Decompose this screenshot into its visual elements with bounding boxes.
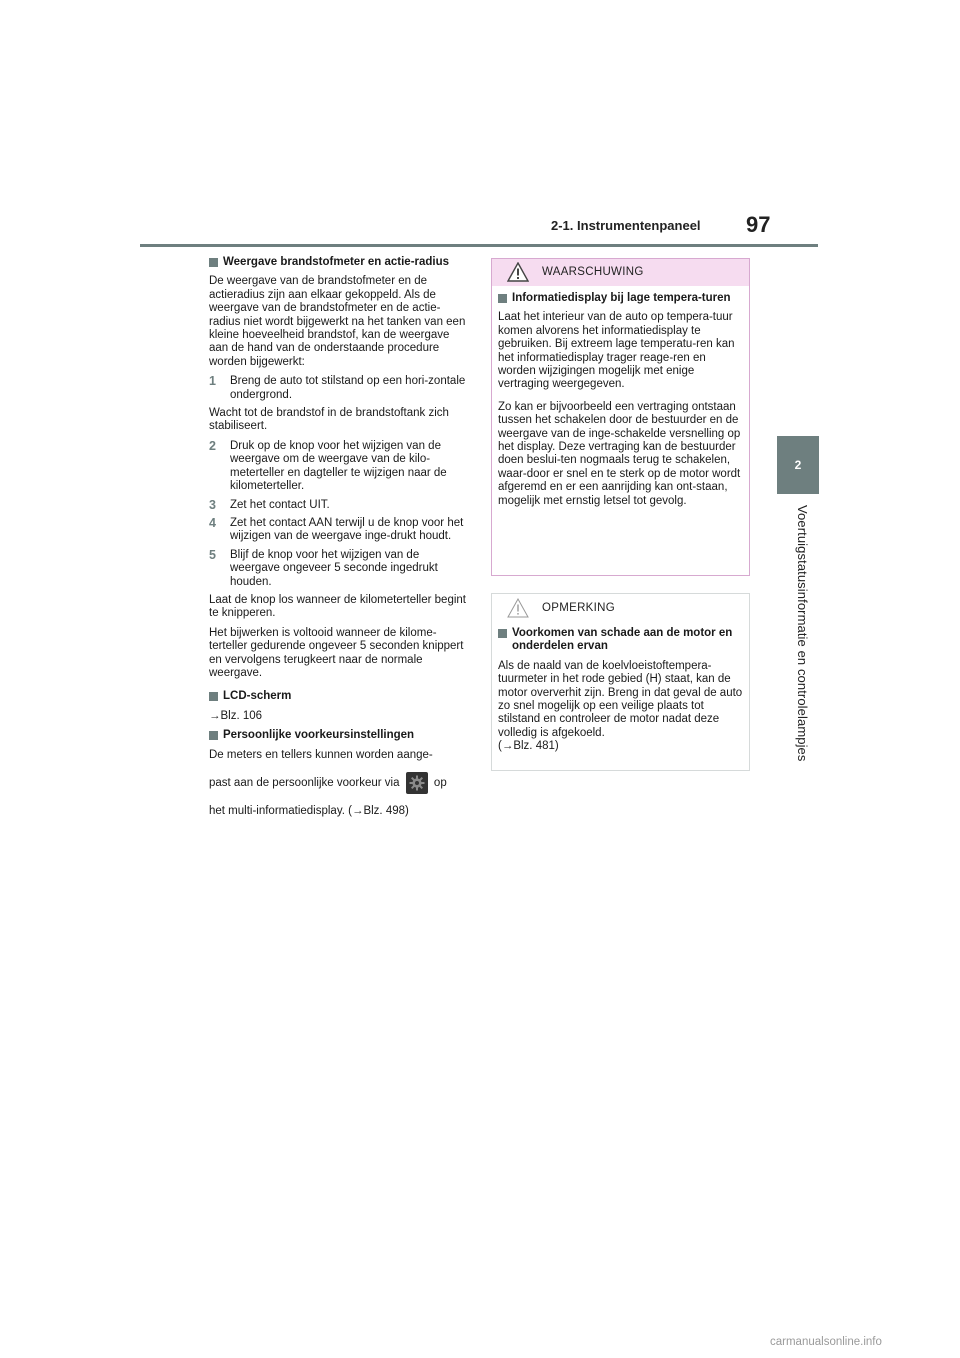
chapter-tab bbox=[777, 436, 819, 494]
step-text: Breng de auto tot stilstand op een hori-zontale ondergrond. bbox=[230, 375, 466, 401]
paragraph: Zo kan er bijvoorbeeld een vertraging ontstaan tussen het schakelen door de bestuurder en de weergave van de inge-schakelde versnelling op het display. Deze vertraging kan de bestuurder doen beslui-ten nogmaals terug te schakelen, waar-door er snel en te sterk op de motor wordt afgeremd en er een aanrijding kan ont-staan, mogelijk met ernstig letsel tot gevolg. bbox=[498, 400, 741, 507]
notice-header bbox=[492, 594, 749, 621]
chapter-number: 2 bbox=[794, 458, 802, 472]
preferences-heading bbox=[209, 729, 467, 742]
square-bullet-icon bbox=[209, 731, 218, 740]
step-5 bbox=[209, 549, 467, 589]
settings-gear-icon bbox=[406, 772, 428, 794]
watermark: carmanualsonline.info bbox=[770, 1336, 882, 1348]
square-bullet-icon bbox=[209, 258, 218, 267]
text-span: past aan de persoonlijke voorkeur via bbox=[209, 777, 400, 790]
notice-title: OPMERKING bbox=[542, 602, 615, 614]
warning-header bbox=[492, 259, 749, 286]
heading-text: Weergave brandstofmeter en actie-radius bbox=[223, 256, 450, 268]
step-number: 3 bbox=[209, 497, 216, 512]
step-number: 4 bbox=[209, 515, 216, 530]
text-span: op bbox=[433, 777, 447, 790]
caution-triangle-icon bbox=[507, 598, 529, 618]
paragraph: Laat de knop los wanneer de kilometerteller begint te knipperen. bbox=[209, 593, 466, 620]
step-text: Zet het contact AAN terwijl u de knop voor het wijzigen van de weergave inge-drukt houdt. bbox=[230, 516, 464, 543]
step-3 bbox=[209, 499, 467, 512]
notice-box bbox=[491, 593, 750, 771]
step-2 bbox=[209, 440, 467, 494]
step-number: 5 bbox=[209, 547, 216, 562]
step-4 bbox=[209, 517, 467, 544]
header-rule bbox=[140, 244, 818, 247]
step-text: Zet het contact UIT. bbox=[230, 498, 330, 511]
paragraph: het multi-informatiedisplay. (→Blz. 498) bbox=[209, 805, 409, 817]
notice-heading bbox=[498, 627, 743, 654]
step-number: 2 bbox=[209, 438, 216, 453]
paragraph-with-icon bbox=[209, 772, 467, 794]
warning-triangle-icon bbox=[507, 262, 529, 282]
chapter-title: Voertuigstatusinformatie en controlelampjes bbox=[795, 505, 810, 762]
fuel-gauge-heading bbox=[209, 256, 467, 269]
step-text: Druk op de knop voor het wijzigen van de weergave om de weergave van de kilo-meterteller en dagteller te wijzigen naar de kilometerteller. bbox=[230, 439, 447, 493]
warning-body bbox=[492, 286, 749, 508]
left-column bbox=[209, 256, 467, 824]
heading-text: Voorkomen van schade aan de motor en onderdelen ervan bbox=[512, 627, 733, 653]
page-number: 97 bbox=[746, 212, 771, 237]
paragraph: De weergave van de brandstofmeter en de actieradius zijn aan elkaar gekoppeld. Als de weergave van de brandstofmeter en de actie-radius niet wordt bijgewerkt na het tanken van een kleine hoeveelheid brandstof, kan de weergave aan de hand van de onderstaande procedure worden bijgewerkt: bbox=[209, 275, 466, 368]
section-title: 2-1. Instrumentenpaneel bbox=[551, 218, 701, 233]
step-1 bbox=[209, 375, 467, 402]
square-bullet-icon bbox=[498, 294, 507, 303]
paragraph-text: Als de naald van de koelvloeistoftempera-tuurmeter in het rode gebied (H) staat, kan de motor oververhit zijn. Breng in dat geval de auto zo snel mogelijk op een veilige plaats tot stilstand en controleer de motor nadat deze volledig is afgekoeld. bbox=[498, 659, 743, 739]
paragraph bbox=[498, 660, 743, 754]
square-bullet-icon bbox=[498, 629, 507, 638]
square-bullet-icon bbox=[209, 692, 218, 701]
warning-title: WAARSCHUWING bbox=[542, 266, 644, 278]
notice-body bbox=[492, 621, 749, 754]
paragraph: Laat het interieur van de auto op tempera-tuur komen alvorens het informatiedisplay te gebruiken. Bij extreem lage temperatu-ren kan het informatiedisplay trager reage-ren en worden wijzigingen mogelijk met enige vertraging weergegeven. bbox=[498, 311, 735, 391]
heading-text: Informatiedisplay bij lage tempera-turen bbox=[512, 292, 731, 304]
lcd-heading bbox=[209, 690, 467, 703]
heading-text: LCD-scherm bbox=[223, 690, 292, 703]
page-reference: →Blz. 106 bbox=[209, 709, 263, 722]
paragraph: De meters en tellers kunnen worden aange- bbox=[209, 748, 433, 761]
warning-heading bbox=[498, 292, 743, 305]
paragraph: Het bijwerken is voltooid wanneer de kilome-terteller gedurende ongeveer 5 seconden knippert en vervolgens terugkeert naar de normale weergave. bbox=[209, 626, 464, 679]
paragraph: Wacht tot de brandstof in de brandstoftank zich stabiliseert. bbox=[209, 407, 449, 433]
page-reference: (→Blz. 481) bbox=[498, 740, 559, 753]
heading-text: Persoonlijke voorkeursinstellingen bbox=[223, 729, 415, 742]
step-text: Blijf de knop voor het wijzigen van de weergave ongeveer 5 seconde ingedrukt houden. bbox=[230, 548, 438, 588]
warning-box bbox=[491, 258, 750, 576]
step-number: 1 bbox=[209, 374, 216, 389]
